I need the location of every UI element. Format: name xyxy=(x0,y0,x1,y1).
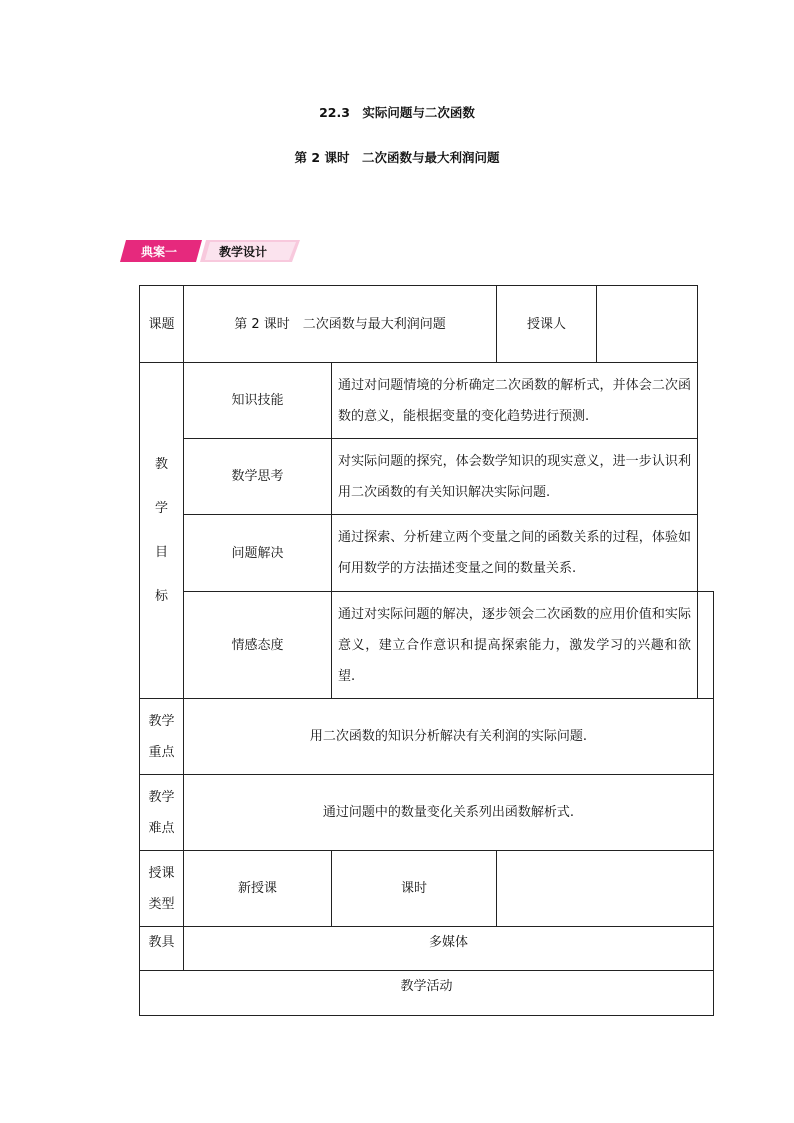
blank-cell xyxy=(698,286,714,363)
goals-label xyxy=(140,363,184,699)
class-type-label xyxy=(140,851,184,927)
key-points-value: 用二次函数的知识分析解决有关利润的实际问题. xyxy=(184,699,714,775)
row-goal-1 xyxy=(140,363,714,439)
class-type-value: 新授课 xyxy=(184,851,332,927)
teacher-value xyxy=(597,286,698,363)
hours-label: 课时 xyxy=(332,851,497,927)
blank-cell xyxy=(698,592,714,699)
goal-text: 通过对问题情境的分析确定二次函数的解析式，并体会二次函数的意义，能根据变量的变化趋势进行预测. xyxy=(332,363,698,439)
lesson-title: 第 2 课时 二次函数与最大利润问题 xyxy=(294,150,500,165)
goal-name: 问题解决 xyxy=(184,515,332,592)
goal-name: 情感态度 xyxy=(184,592,332,699)
lesson-plan-table xyxy=(139,285,714,1016)
goal-text: 对实际问题的探究，体会数学知识的现实意义，进一步认识利用二次函数的有关知识解决实际问题. xyxy=(332,439,698,515)
tools-label: 教具 xyxy=(140,927,184,971)
row-topic xyxy=(140,286,714,363)
goals-label-text: 教学目标 xyxy=(154,456,168,604)
banner-tag: 典案一 xyxy=(141,245,178,259)
row-goal-4 xyxy=(140,592,714,699)
row-goal-2 xyxy=(140,439,714,515)
blank-cell xyxy=(698,363,714,439)
topic-label: 课题 xyxy=(140,286,184,363)
key-points-label-text: 教学重点 xyxy=(148,713,175,760)
row-class-type xyxy=(140,851,714,927)
banner-label: 教学设计 xyxy=(219,245,268,259)
row-tools xyxy=(140,927,714,971)
row-goal-3 xyxy=(140,515,714,592)
row-difficulties xyxy=(140,775,714,851)
section-banner xyxy=(120,240,300,262)
blank-cell xyxy=(698,515,714,592)
blank-cell xyxy=(698,439,714,515)
difficulties-label-text: 教学难点 xyxy=(148,789,175,836)
row-activities xyxy=(140,971,714,1016)
topic-value: 第 2 课时 二次函数与最大利润问题 xyxy=(184,286,497,363)
tools-value: 多媒体 xyxy=(184,927,714,971)
goal-text: 通过对实际问题的解决，逐步领会二次函数的应用价值和实际意义，建立合作意识和提高探索能力，激发学习的兴趣和欲望. xyxy=(332,592,698,699)
section-title: 22.3 实际问题与二次函数 xyxy=(319,105,475,120)
goal-name: 知识技能 xyxy=(184,363,332,439)
goal-name: 数学思考 xyxy=(184,439,332,515)
hours-value xyxy=(497,851,714,927)
row-key-points xyxy=(140,699,714,775)
key-points-label xyxy=(140,699,184,775)
goal-text: 通过探索、分析建立两个变量之间的函数关系的过程，体验如何用数学的方法描述变量之间的数量关系. xyxy=(332,515,698,592)
difficulties-label xyxy=(140,775,184,851)
teacher-label: 授课人 xyxy=(497,286,597,363)
activities-heading: 教学活动 xyxy=(140,971,714,1016)
difficulties-value: 通过问题中的数量变化关系列出函数解析式. xyxy=(184,775,714,851)
class-type-label-text: 授课类型 xyxy=(148,865,175,912)
